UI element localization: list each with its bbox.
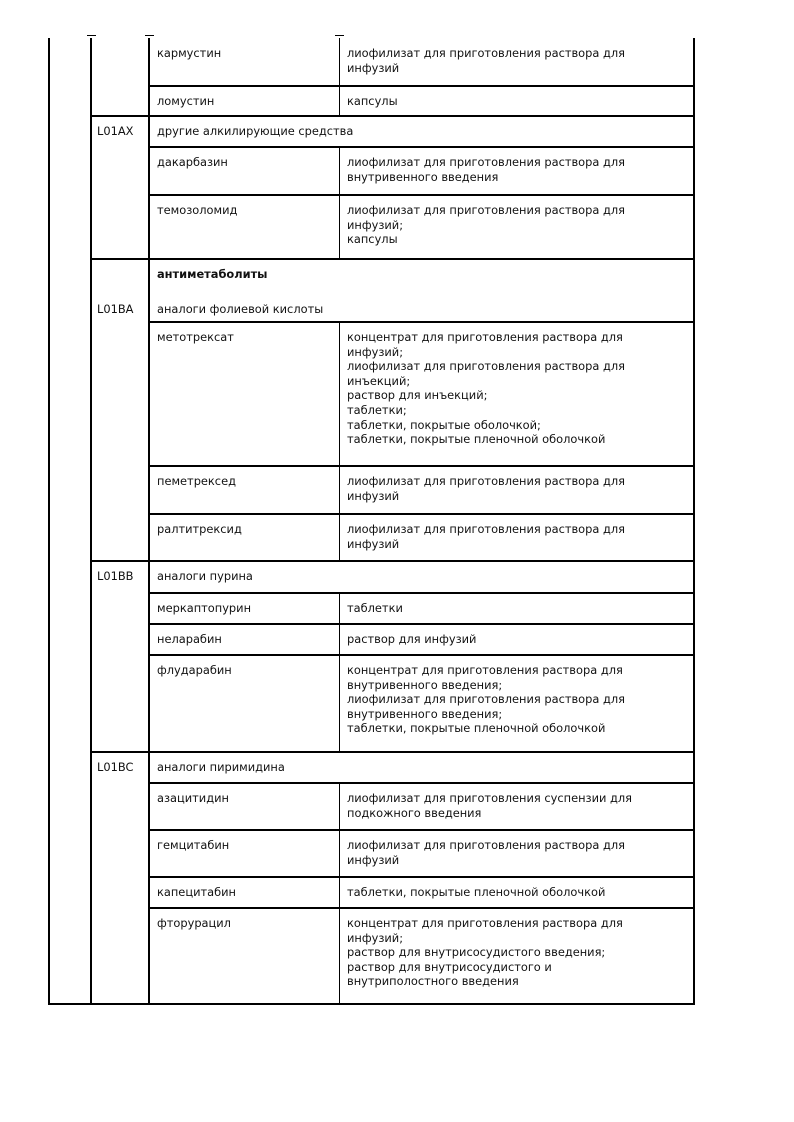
column-rule-form: [339, 466, 340, 514]
drug-name: гемцитабин: [157, 838, 230, 852]
dosage-form-line: лиофилизат для приготовления раствора для: [347, 474, 625, 488]
drug-name: ломустин: [157, 94, 215, 108]
dosage-form-line: инфузий;: [347, 344, 404, 359]
dosage-form-line: лиофилизат для приготовления раствора для: [347, 46, 625, 60]
column-rule-code: [90, 38, 92, 1004]
group-label: другие алкилирующие средства: [157, 124, 354, 138]
dosage-form-line: таблетки, покрытые пленочной оболочкой: [347, 885, 606, 899]
row-rule: [91, 560, 695, 562]
row-rule: [149, 592, 695, 594]
drug-name: дакарбазин: [157, 155, 228, 169]
dosage-form-line: внутривенного введения;: [347, 706, 503, 721]
atc-code: L01AX: [97, 124, 134, 138]
dosage-forms: [347, 791, 632, 820]
table-border-left: [48, 38, 50, 1004]
drug-name: кармустин: [157, 46, 222, 60]
row-rule: [149, 465, 695, 467]
row-rule: [149, 829, 695, 831]
dosage-forms: [347, 474, 625, 503]
atc-code: L01BC: [97, 760, 134, 774]
dosage-form-line: инфузий: [347, 536, 400, 551]
dosage-form-line: лиофилизат для приготовления раствора для: [347, 692, 625, 707]
dosage-form-line: таблетки, покрытые пленочной оболочкой: [347, 721, 606, 736]
dosage-form-line: концентрат для приготовления раствора для: [347, 916, 623, 930]
table-border-bottom: [48, 1003, 695, 1005]
dosage-forms: [347, 916, 623, 989]
drug-name: темозоломид: [157, 203, 238, 217]
dosage-form-line: внутривенного введения: [347, 169, 499, 184]
dosage-forms: [347, 632, 476, 647]
atc-code: L01BA: [97, 302, 134, 316]
column-rule-form: [339, 86, 340, 116]
column-rule-form: [339, 147, 340, 195]
group-label: аналоги фолиевой кислоты: [157, 302, 324, 316]
row-rule: [149, 782, 695, 784]
table-border-right: [693, 38, 695, 1004]
dosage-forms: [347, 885, 605, 900]
row-rule: [149, 876, 695, 878]
column-rule-form: [339, 830, 340, 877]
dosage-form-line: капсулы: [347, 232, 398, 247]
row-rule: [149, 654, 695, 656]
drug-name: неларабин: [157, 632, 222, 646]
column-rule-form: [339, 877, 340, 908]
dosage-forms: [347, 155, 625, 184]
column-rule-form: [339, 514, 340, 561]
row-rule: [91, 751, 695, 753]
dosage-form-line: инфузий;: [347, 930, 404, 945]
dosage-form-line: таблетки, покрытые оболочкой;: [347, 417, 541, 432]
dosage-form-line: внутриполостного введения: [347, 974, 519, 989]
dosage-form-line: инфузий;: [347, 217, 404, 232]
dosage-form-line: таблетки;: [347, 402, 407, 417]
row-rule: [149, 146, 695, 148]
dosage-form-line: лиофилизат для приготовления раствора для: [347, 155, 625, 169]
dosage-form-line: таблетки, покрытые пленочной оболочкой: [347, 432, 606, 447]
dosage-forms: [347, 203, 625, 247]
column-rule-form: [339, 624, 340, 655]
dosage-form-line: инфузий: [347, 60, 400, 75]
dosage-forms: [347, 601, 403, 616]
group-heading: антиметаболиты: [157, 267, 268, 281]
row-rule: [149, 85, 695, 87]
column-rule-form: [339, 322, 340, 466]
dosage-forms: [347, 46, 625, 75]
group-label: аналоги пурина: [157, 569, 253, 583]
tick-mark: [87, 35, 96, 36]
drug-name: фторурацил: [157, 916, 231, 930]
dosage-form-line: лиофилизат для приготовления суспензии для: [347, 791, 633, 805]
dosage-forms: [347, 663, 625, 736]
row-rule: [149, 194, 695, 196]
dosage-form-line: лиофилизат для приготовления раствора для: [347, 838, 625, 852]
dosage-form-line: подкожного введения: [347, 805, 482, 820]
dosage-form-line: таблетки: [347, 601, 403, 615]
row-rule: [91, 115, 695, 117]
drug-name: меркаптопурин: [157, 601, 252, 615]
dosage-form-line: раствор для внутрисосудистого введения;: [347, 945, 606, 960]
row-rule: [149, 321, 695, 323]
column-rule-form: [339, 655, 340, 752]
atc-code: L01BB: [97, 569, 134, 583]
column-rule-form: [339, 593, 340, 624]
column-rule-form: [339, 783, 340, 830]
column-rule-form: [339, 908, 340, 1004]
dosage-forms: [347, 330, 625, 447]
row-rule: [91, 258, 695, 260]
dosage-form-line: концентрат для приготовления раствора для: [347, 330, 623, 344]
group-label: аналоги пиримидина: [157, 760, 285, 774]
row-rule: [149, 513, 695, 515]
drug-name: капецитабин: [157, 885, 236, 899]
dosage-form-line: раствор для инъекций;: [347, 388, 488, 403]
dosage-form-line: инъекций;: [347, 373, 411, 388]
column-rule-form: [339, 38, 340, 86]
dosage-form-line: лиофилизат для приготовления раствора для: [347, 522, 625, 536]
drug-name: метотрексат: [157, 330, 234, 344]
drug-name: азацитидин: [157, 791, 229, 805]
dosage-forms: [347, 838, 625, 867]
dosage-form-line: раствор для инфузий: [347, 632, 477, 646]
row-rule: [149, 907, 695, 909]
row-rule: [149, 623, 695, 625]
tick-mark: [335, 35, 344, 36]
drug-name: флударабин: [157, 663, 232, 677]
dosage-form-line: лиофилизат для приготовления раствора для: [347, 203, 625, 217]
dosage-form-line: раствор для внутрисосудистого и: [347, 959, 552, 974]
dosage-form-line: капсулы: [347, 94, 398, 108]
dosage-form-line: внутривенного введения;: [347, 677, 503, 692]
dosage-form-line: инфузий: [347, 488, 400, 503]
dosage-forms: [347, 94, 398, 109]
dosage-form-line: инфузий: [347, 852, 400, 867]
column-rule-name: [148, 38, 150, 1004]
drug-name: пеметрексед: [157, 474, 236, 488]
drug-name: ралтитрексид: [157, 522, 242, 536]
dosage-forms: [347, 522, 625, 551]
column-rule-form: [339, 195, 340, 259]
tick-mark: [145, 35, 154, 36]
dosage-form-line: концентрат для приготовления раствора для: [347, 663, 623, 677]
dosage-form-line: лиофилизат для приготовления раствора для: [347, 359, 625, 374]
